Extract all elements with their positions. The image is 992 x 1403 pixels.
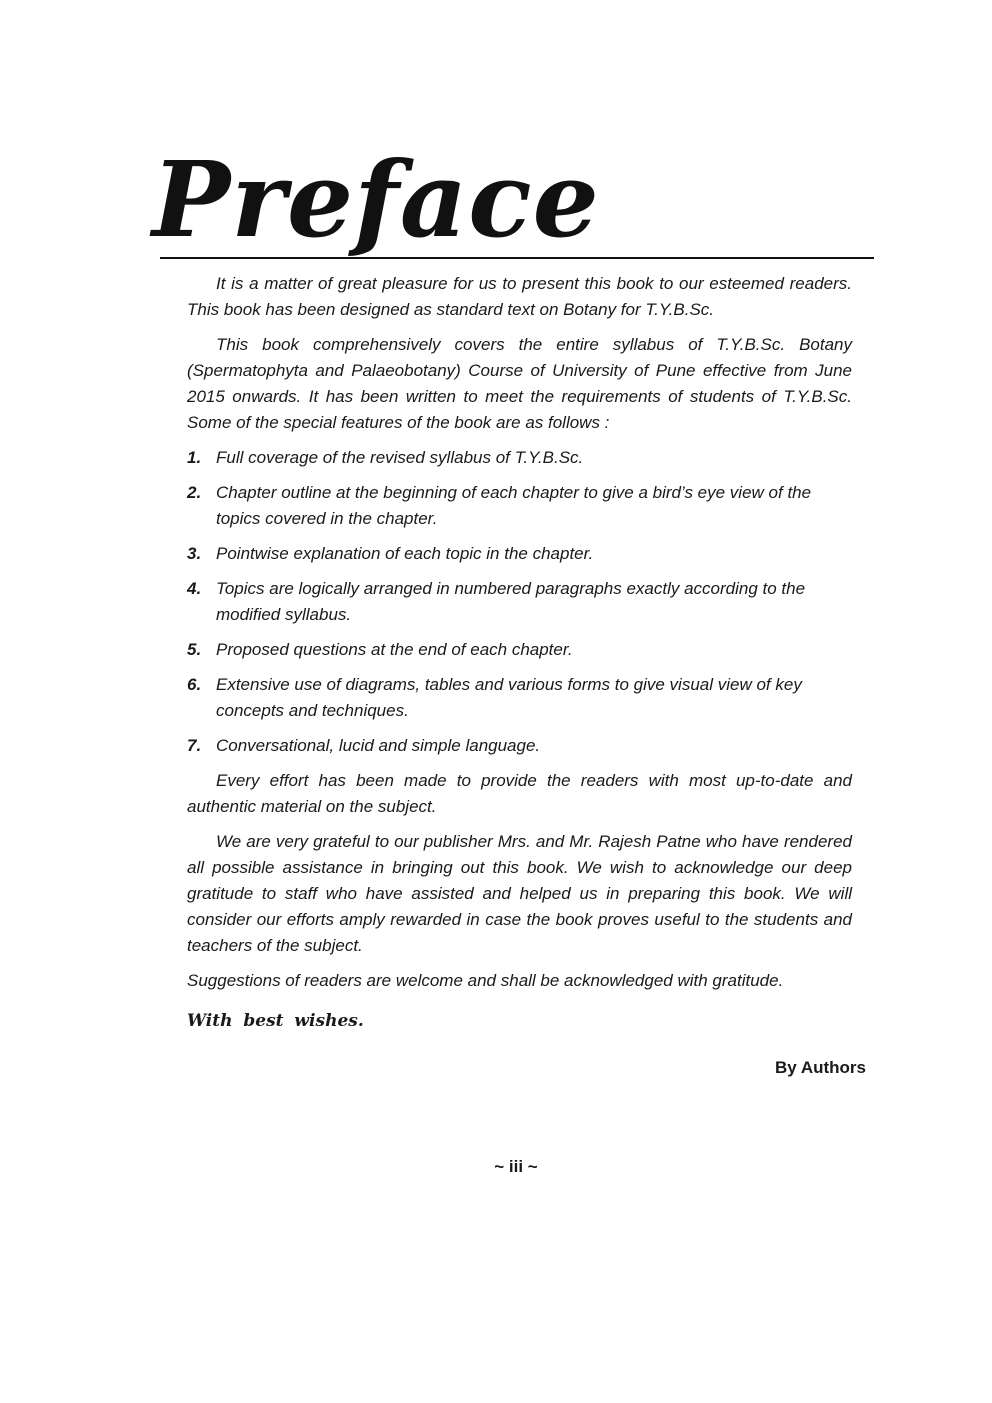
list-item-text: Full coverage of the revised syllabus of T.Y.B.Sc. xyxy=(216,448,584,467)
title-divider xyxy=(160,257,874,259)
list-item xyxy=(187,541,852,567)
intro-paragraph: It is a matter of great pleasure for us to present this book to our esteemed readers. This book has been designed as standard text on Botany for T.Y.B.Sc. xyxy=(187,274,852,319)
list-item-number: 7. xyxy=(187,736,202,755)
page-number: ~ iii ~ xyxy=(494,1157,538,1176)
list-item-text: Extensive use of diagrams, tables and various forms to give visual view of key concepts and techniques. xyxy=(216,675,802,720)
list-item-text: Conversational, lucid and simple language. xyxy=(216,736,541,755)
list-item xyxy=(187,672,852,724)
outro-paragraph: Every effort has been made to provide the readers with most up-to-date and authentic material on the subject. xyxy=(187,771,852,816)
preface-body xyxy=(187,271,852,1034)
list-item-number: 5. xyxy=(187,640,202,659)
signature: By Authors xyxy=(775,1058,866,1077)
list-item-number: 4. xyxy=(187,579,202,598)
intro-paragraph: This book comprehensively covers the entire syllabus of T.Y.B.Sc. Botany (Spermatophyta and Palaeobotany) Course of University of Pune effective from June 2015 onwards. It has been written to meet the requirements of students of T.Y.B.Sc. Some of the special features of the book are as follows : xyxy=(187,335,852,432)
list-item-number: 2. xyxy=(187,483,202,502)
closing-wishes: With best wishes. xyxy=(187,1011,364,1031)
list-item xyxy=(187,445,852,471)
list-item xyxy=(187,733,852,759)
list-item-text: Topics are logically arranged in numbered paragraphs exactly according to the modified syllabus. xyxy=(216,579,806,624)
list-item-number: 1. xyxy=(187,448,202,467)
list-item-text: Proposed questions at the end of each chapter. xyxy=(216,640,573,659)
list-item-text: Pointwise explanation of each topic in the chapter. xyxy=(216,544,594,563)
list-item xyxy=(187,576,852,628)
outro-paragraph: We are very grateful to our publisher Mrs. and Mr. Rajesh Patne who have rendered all possible assistance in bringing out this book. We wish to acknowledge our deep gratitude to staff who have assisted and helped us in preparing this book. We will consider our efforts amply rewarded in case the book proves useful to the students and teachers of the subject. xyxy=(187,832,852,955)
list-item xyxy=(187,480,852,532)
list-item-text: Chapter outline at the beginning of each chapter to give a bird’s eye view of the topics covered in the chapter. xyxy=(216,483,812,528)
list-item-number: 3. xyxy=(187,544,202,563)
list-item xyxy=(187,637,852,663)
page-title: Preface xyxy=(152,138,600,261)
features-list xyxy=(187,445,852,759)
suggestion-line: Suggestions of readers are welcome and shall be acknowledged with gratitude. xyxy=(187,971,784,990)
list-item-number: 6. xyxy=(187,675,202,694)
